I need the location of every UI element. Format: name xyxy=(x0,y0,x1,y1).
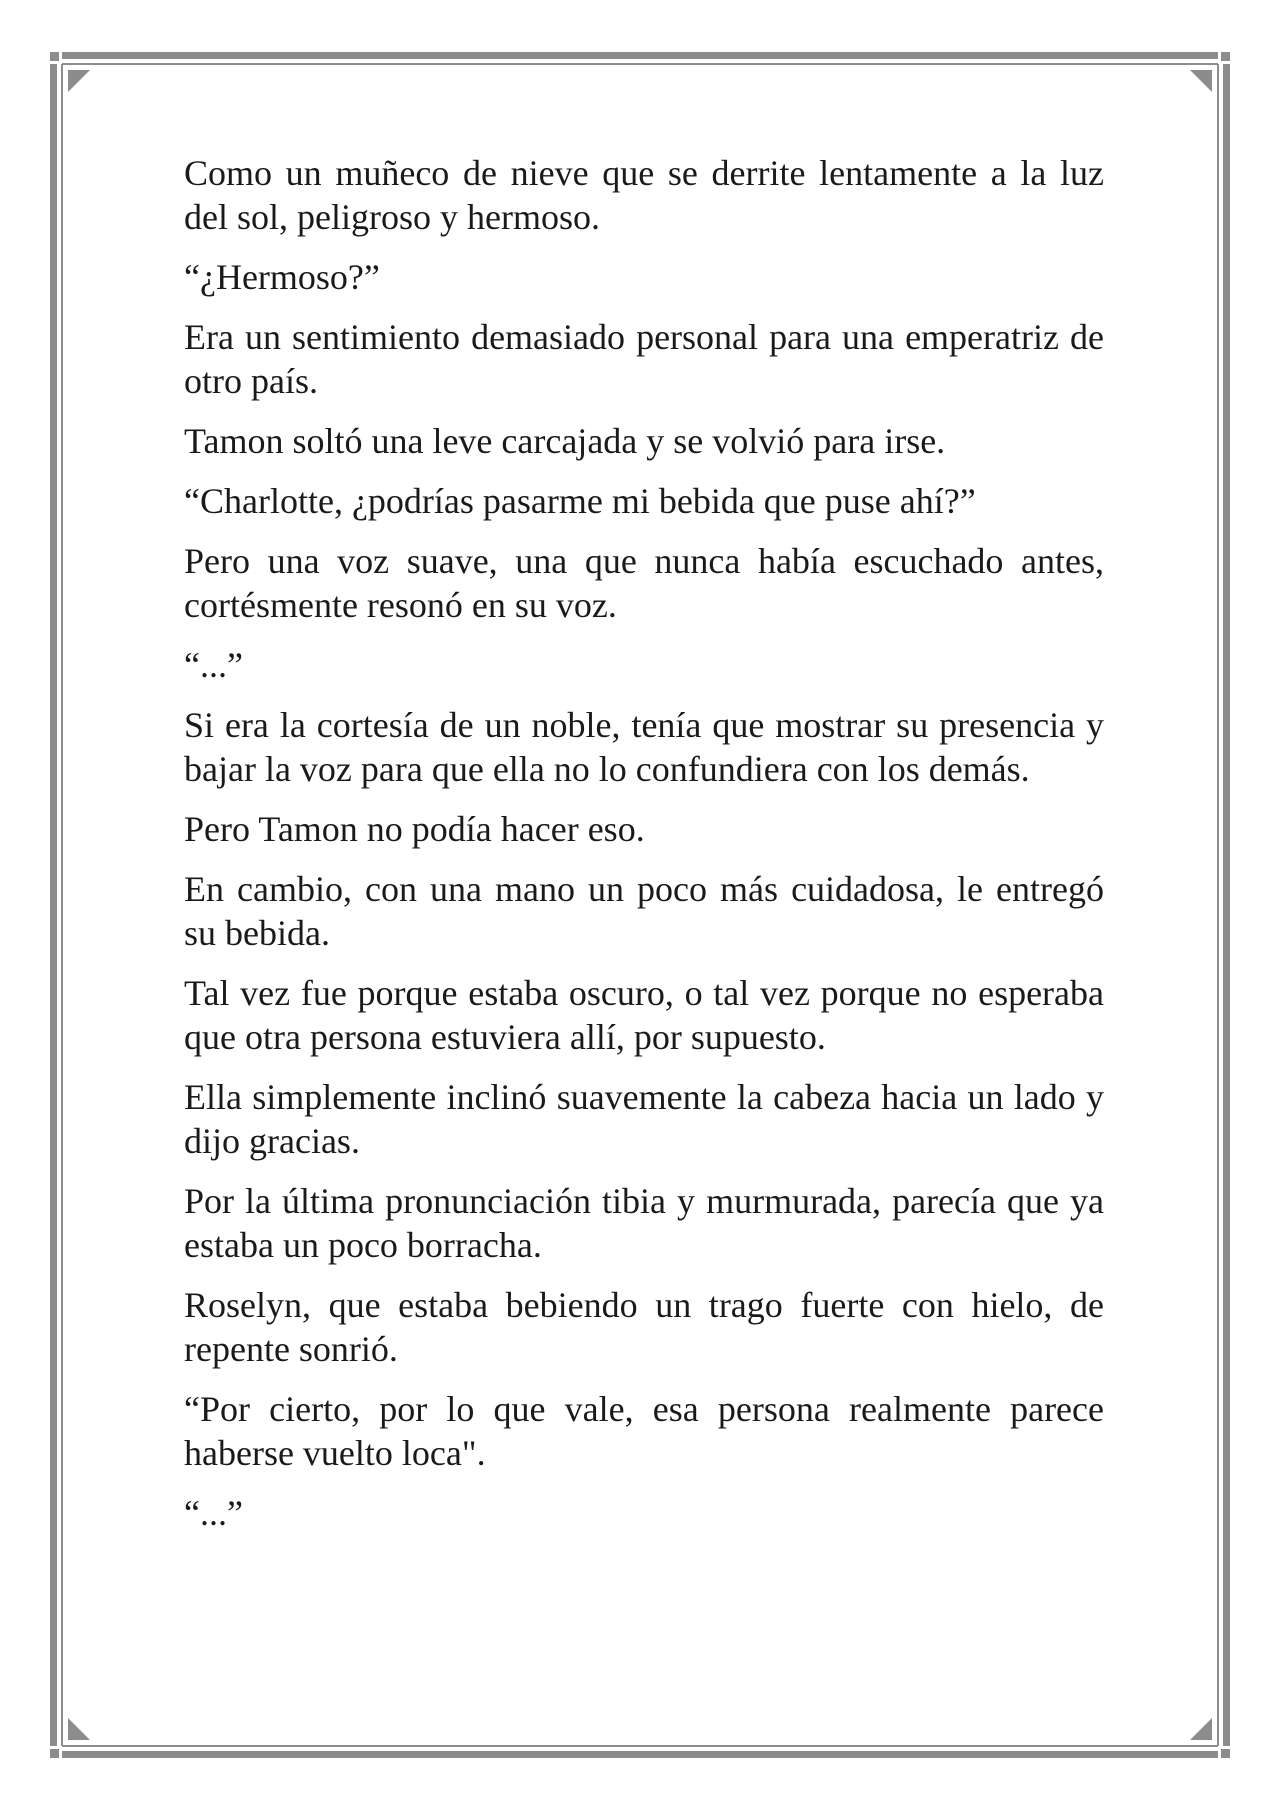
frame-right-bar xyxy=(1223,64,1230,1746)
paragraph: Si era la cortesía de un noble, tenía que mostrar su presencia y bajar la voz para que ella no lo confundiera con los demás. xyxy=(184,705,1104,789)
corner-triangle-bottom-left xyxy=(68,1718,90,1740)
paragraph: “...” xyxy=(184,1493,243,1533)
frame-top-inner-line xyxy=(62,63,1218,65)
corner-triangle-top-left xyxy=(68,70,90,92)
corner-square-top-left xyxy=(50,52,59,61)
paragraph: Por la última pronunciación tibia y murmurada, parecía que ya estaba un poco borracha. xyxy=(184,1181,1104,1265)
paragraph: Tal vez fue porque estaba oscuro, o tal vez porque no esperaba que otra persona estuviera allí, por supuesto. xyxy=(184,973,1104,1057)
paragraph: “...” xyxy=(184,645,243,685)
paragraph: Roselyn, que estaba bebiendo un trago fuerte con hielo, de repente sonrió. xyxy=(184,1285,1104,1369)
frame-right-inner-line xyxy=(1217,64,1219,1746)
paragraph: Tamon soltó una leve carcajada y se volvió para irse. xyxy=(184,421,946,461)
paragraph: Como un muñeco de nieve que se derrite lentamente a la luz del sol, peligroso y hermoso. xyxy=(184,153,1104,237)
paragraph: “Por cierto, por lo que vale, esa persona realmente parece haberse vuelto loca". xyxy=(184,1389,1104,1473)
paragraph: “Charlotte, ¿podrías pasarme mi bebida que puse ahí?” xyxy=(184,481,976,521)
paragraph: En cambio, con una mano un poco más cuidadosa, le entregó su bebida. xyxy=(184,869,1104,953)
page-body-text xyxy=(184,151,1104,1551)
frame-top-bar xyxy=(62,52,1218,59)
corner-triangle-bottom-right xyxy=(1190,1718,1212,1740)
paragraph: “¿Hermoso?” xyxy=(184,257,380,297)
paragraph: Ella simplemente inclinó suavemente la cabeza hacia un lado y dijo gracias. xyxy=(184,1077,1104,1161)
corner-square-bottom-right xyxy=(1221,1749,1230,1758)
frame-bottom-bar xyxy=(62,1751,1218,1758)
corner-square-bottom-left xyxy=(50,1749,59,1758)
paragraph: Era un sentimiento demasiado personal para una emperatriz de otro país. xyxy=(184,317,1104,401)
frame-left-bar xyxy=(50,64,57,1746)
frame-bottom-inner-line xyxy=(62,1745,1218,1747)
corner-triangle-top-right xyxy=(1190,70,1212,92)
frame-left-inner-line xyxy=(61,64,63,1746)
paragraph: Pero Tamon no podía hacer eso. xyxy=(184,809,645,849)
paragraph: Pero una voz suave, una que nunca había escuchado antes, cortésmente resonó en su voz. xyxy=(184,541,1104,625)
corner-square-top-right xyxy=(1221,52,1230,61)
